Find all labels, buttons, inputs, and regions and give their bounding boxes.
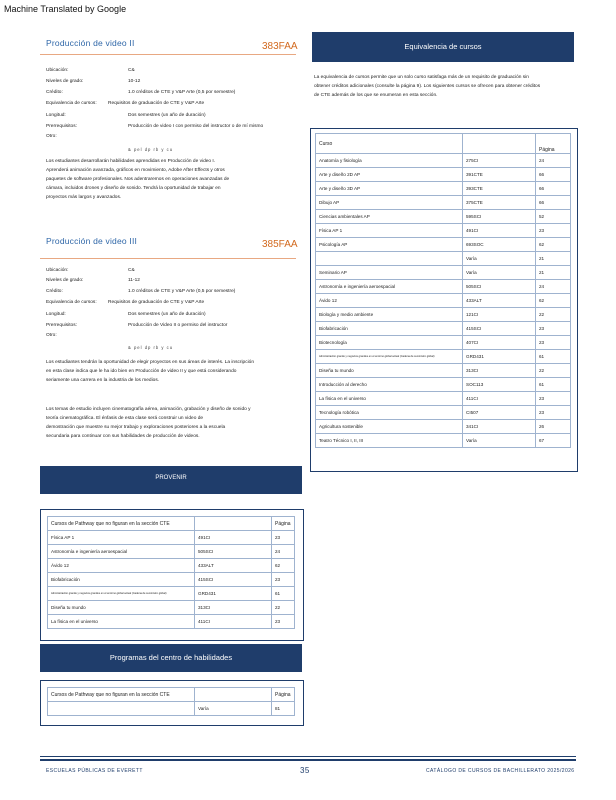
table-row [316, 420, 571, 434]
footer-rule-thin [40, 756, 576, 757]
description-line: obtener créditos adicionales (consulte la página 9). Los siguientes cursos se ofrecen para obtener créditos [314, 84, 541, 89]
detail-key: Prerrequisitos: [46, 124, 77, 129]
course-cell: Física AP 1 [316, 224, 463, 238]
code-cell: 693SOC [463, 238, 536, 252]
code-cell: Varía [463, 266, 536, 280]
course-cell: Ciencias ambientales AP [316, 210, 463, 224]
code-cell: GRD431 [463, 350, 536, 364]
table-row [316, 168, 571, 182]
description-line: de CTE además de los que se enumeran en esta sección. [314, 93, 438, 98]
detail-row [46, 289, 296, 297]
code-cell: Varía [463, 252, 536, 266]
description-line: seriamente una carrera en la industria de los medios. [46, 378, 160, 383]
detail-row [46, 134, 296, 142]
page-cell: 26 [536, 420, 571, 434]
code-cell: 433ALT [463, 294, 536, 308]
course-cell [48, 702, 195, 716]
course-icons-row: & pel dp rb y cu [128, 147, 174, 152]
pathway-table-2 [47, 687, 295, 716]
description-line: teoría cinematográfica. El énfasis de esta clase será construir un video de [46, 416, 204, 421]
course-cell: La física en el universo [316, 392, 463, 406]
detail-key: Crédito: [46, 90, 63, 95]
detail-row [46, 300, 296, 308]
pathway-table-1 [47, 516, 295, 629]
column-header-course: Cursos de Pathway que no figuran en la sección CTE [48, 688, 195, 702]
equivalencia-title: Equivalencia de cursos [404, 42, 482, 51]
detail-value: 1.0 créditos de CTE y V&P Arte (0,5 por semestre) [128, 90, 236, 95]
detail-row [46, 312, 296, 320]
course-cell: Administración grande y negocios grandes en el entorno global actual (Cadena de suministro global) [48, 587, 195, 601]
table-row [316, 392, 571, 406]
page-cell: 62 [272, 559, 295, 573]
title-divider [40, 54, 296, 55]
page-cell: 22 [536, 308, 571, 322]
page-cell: 23 [272, 531, 295, 545]
course-cell: Astronomía e ingeniería aeroespacial [48, 545, 195, 559]
code-cell: GRD431 [195, 587, 272, 601]
course2-description-2 [46, 405, 302, 441]
page-cell: 52 [536, 210, 571, 224]
code-cell: 415SCI [463, 322, 536, 336]
course-cell: Física AP 1 [48, 531, 195, 545]
detail-value: 11-12 [128, 278, 140, 283]
course-cell: Tecnología robótica [316, 406, 463, 420]
programas-banner [40, 644, 302, 672]
code-cell: 407CI [463, 336, 536, 350]
detail-row [46, 90, 296, 98]
course-cell: Ávido 12 [316, 294, 463, 308]
table-row [48, 559, 295, 573]
code-cell: 341CI [463, 420, 536, 434]
page-cell: 81 [272, 702, 295, 716]
course2-description-1 [46, 358, 302, 385]
equivalencia-table-box [310, 128, 578, 472]
table-header-row [48, 517, 295, 531]
detail-value: Requisitos de graduación de CTE y V&P Arte [108, 101, 205, 106]
code-cell: 411CI [463, 392, 536, 406]
detail-row [46, 101, 296, 109]
detail-key: Longitud: [46, 312, 66, 317]
description-line: paquetes de software profesionales. Nos adentraremos en operaciones avanzadas de [46, 177, 230, 182]
page-cell: 61 [536, 350, 571, 364]
course-cell: Anatomía y fisiología [316, 154, 463, 168]
description-line: secundaria para continuar con sus habilidades de producción de videos. [46, 434, 200, 439]
detail-value: Dos semestres (un año de duración) [128, 312, 206, 317]
page-cell: 62 [536, 238, 571, 252]
course-cell: Psicología AP [316, 238, 463, 252]
code-cell: 433ALT [195, 559, 272, 573]
page-cell: 24 [272, 545, 295, 559]
code-cell: 375CTE [463, 196, 536, 210]
code-cell: 595SCI [463, 210, 536, 224]
table-row [316, 210, 571, 224]
course1-description [46, 157, 298, 202]
page-cell: 23 [536, 322, 571, 336]
page-cell: 21 [536, 266, 571, 280]
detail-key: Ubicación: [46, 268, 69, 273]
course-cell: Arte y diseño 2D AP [316, 168, 463, 182]
course-title-video-3: Producción de video III [46, 236, 138, 246]
column-header-course: Curso [316, 134, 463, 154]
table-row [316, 308, 571, 322]
detail-row [46, 278, 296, 286]
description-line: Aprenderá animación avanzada, gráficos en movimiento, Adobe After Effects y otros [46, 168, 225, 173]
table-row [316, 238, 571, 252]
code-cell: 393CTE [463, 182, 536, 196]
page-cell: 21 [536, 252, 571, 266]
course-cell: Teatro Técnico I, II, III [316, 434, 463, 448]
page-number: 35 [300, 766, 310, 775]
table-row [316, 266, 571, 280]
table-row [316, 252, 571, 266]
description-line: Los temas de estudio incluyen cinematografía aérea, animación, grabación y diseño de sonido y [46, 407, 251, 412]
code-cell: 415SCI [195, 573, 272, 587]
code-cell: 505SCI [463, 280, 536, 294]
column-header-code [195, 688, 272, 702]
pathway-table-1-box [40, 509, 304, 641]
description-line: Los estudiantes tendrán la oportunidad de elegir proyectos en sus áreas de interés. La inscripción [46, 360, 254, 365]
column-header-code [463, 134, 536, 154]
course-cell: Introducción al derecho [316, 378, 463, 392]
equivalencia-description [314, 73, 576, 100]
page-cell: 67 [536, 434, 571, 448]
table-row [48, 531, 295, 545]
course-cell: Diseña tu mundo [48, 601, 195, 615]
code-cell: 391CTE [463, 168, 536, 182]
page-cell: 24 [536, 154, 571, 168]
page-cell: 22 [536, 364, 571, 378]
course-cell: Biofabricación [316, 322, 463, 336]
description-line: en esta clase indica que le ha ido bien en Producción de video II y que está considerando [46, 369, 237, 374]
table-row [316, 322, 571, 336]
table-row [316, 350, 571, 364]
code-cell: CI507 [463, 406, 536, 420]
description-line: Los estudiantes desarrollarán habilidades aprendidas en Producción de video I. [46, 159, 216, 164]
course-cell: Seminario AP [316, 266, 463, 280]
detail-row [46, 113, 296, 121]
detail-key: Niveles de grado: [46, 79, 84, 84]
table-row [316, 280, 571, 294]
machine-translation-banner: Machine Translated by Google [4, 4, 127, 14]
column-header-course: Cursos de Pathway que no figuran en la sección CTE [48, 517, 195, 531]
detail-key: Ubicación: [46, 68, 69, 73]
code-cell: 411CI [195, 615, 272, 629]
detail-value: C& [128, 268, 135, 273]
table-row [316, 182, 571, 196]
provenir-title: PROVENIR [155, 475, 187, 481]
column-header-page: Página [272, 688, 295, 702]
page-cell: 66 [536, 168, 571, 182]
detail-row [46, 333, 296, 341]
course-cell: Biología y medio ambiente [316, 308, 463, 322]
course-cell: Astronomía e ingeniería aeroespacial [316, 280, 463, 294]
detail-row [46, 268, 296, 276]
code-cell: 491CI [195, 531, 272, 545]
detail-value: C& [128, 68, 135, 73]
detail-key: Prerrequisitos: [46, 323, 77, 328]
column-header-page: Página [536, 134, 571, 154]
detail-key: Equivalencia de cursos: [46, 300, 97, 305]
table-header-row [48, 688, 295, 702]
equivalencia-banner [312, 32, 574, 62]
footer-rule-thick [40, 759, 576, 761]
page-cell: 61 [536, 378, 571, 392]
detail-key: Otro: [46, 333, 57, 338]
detail-row [46, 124, 296, 132]
course-cell: Ávido 12 [48, 559, 195, 573]
table-row [316, 364, 571, 378]
page-cell: 23 [536, 406, 571, 420]
footer-school-name: ESCUELAS PÚBLICAS DE EVERETT [46, 768, 143, 774]
page-cell: 23 [272, 573, 295, 587]
page-cell: 23 [536, 392, 571, 406]
equivalencia-table [315, 133, 571, 448]
detail-row [46, 323, 296, 331]
code-cell: 275CI [463, 154, 536, 168]
table-row [316, 434, 571, 448]
table-row [48, 587, 295, 601]
column-header-code [195, 517, 272, 531]
course-cell: Administración grande y negocios grandes en el entorno global actual (Cadena de suministro global) [316, 350, 463, 364]
page-cell: 61 [272, 587, 295, 601]
detail-key: Longitud: [46, 113, 66, 118]
detail-value: Requisitos de graduación de CTE y V&P Arte [108, 300, 205, 305]
title-divider [40, 258, 296, 259]
course-cell: Agricultura sostenible [316, 420, 463, 434]
course2-details [46, 268, 296, 348]
table-row [316, 294, 571, 308]
page-cell: 23 [536, 224, 571, 238]
code-cell: 121CI [463, 308, 536, 322]
course-cell: La física en el universo [48, 615, 195, 629]
detail-value: Producción de Video II o permiso del instructor [128, 323, 228, 328]
description-line: proyectos más largos y avanzados. [46, 195, 122, 200]
detail-value: 10-12 [128, 79, 141, 84]
column-header-page: Página [272, 517, 295, 531]
table-row [316, 378, 571, 392]
detail-value: Producción de video I con permiso del instructor o de mí mismo [128, 124, 264, 129]
description-line: demostración que muestre su mejor trabajo y exploraciones posteriores a la escuela [46, 425, 226, 430]
course-icons-row: & pel dp rb y cu [128, 345, 174, 350]
course-code-383faa: 383FAA [262, 41, 298, 52]
page-cell: 22 [272, 601, 295, 615]
detail-row [46, 68, 296, 76]
code-cell: 313CI [463, 364, 536, 378]
table-row [48, 601, 295, 615]
detail-key: Niveles de grado: [46, 278, 84, 283]
page-cell: 23 [536, 336, 571, 350]
description-line: cámara, incluidos drones y diseño de sonido. Tendrá la oportunidad de trabajar en [46, 186, 221, 191]
page-cell: 24 [536, 280, 571, 294]
table-row [316, 336, 571, 350]
course-cell: Dibujo AP [316, 196, 463, 210]
table-row [48, 615, 295, 629]
page-cell: 66 [536, 196, 571, 210]
course-cell: Biotecnología [316, 336, 463, 350]
detail-value: Dos semestres (un año de duración) [128, 113, 206, 118]
table-row [48, 545, 295, 559]
provenir-banner [40, 466, 302, 494]
course-title-video-2: Producción de video II [46, 38, 135, 48]
programas-title: Programas del centro de habilidades [109, 653, 233, 662]
code-cell: Varía [195, 702, 272, 716]
footer-catalog-title: CATÁLOGO DE CURSOS DE BACHILLERATO 2025/2026 [426, 768, 575, 774]
pathway-table-2-box [40, 680, 304, 726]
table-row [48, 702, 295, 716]
course-cell: Diseña tu mundo [316, 364, 463, 378]
course1-details [46, 68, 296, 148]
table-row [316, 224, 571, 238]
page-cell: 66 [536, 182, 571, 196]
table-row [316, 406, 571, 420]
code-cell: 491CI [463, 224, 536, 238]
page-cell: 62 [536, 294, 571, 308]
table-row [316, 154, 571, 168]
table-header-row [316, 134, 571, 154]
code-cell: SOC113 [463, 378, 536, 392]
course-cell: Biofabricación [48, 573, 195, 587]
code-cell: 313CI [195, 601, 272, 615]
detail-key: Crédito: [46, 289, 63, 294]
detail-key: Equivalencia de cursos: [46, 101, 97, 106]
detail-row [46, 79, 296, 87]
table-row [48, 573, 295, 587]
detail-value: 1.0 créditos de CTE y V&P Arte (0,5 por semestre) [128, 289, 236, 294]
description-line: La equivalencia de cursos permite que un solo curso satisfaga más de un requisito de graduación sin [314, 75, 529, 80]
code-cell: Varía [463, 434, 536, 448]
code-cell: 505SCI [195, 545, 272, 559]
detail-key: Otro: [46, 134, 57, 139]
course-cell [316, 252, 463, 266]
course-code-385faa: 385FAA [262, 239, 298, 250]
table-row [316, 196, 571, 210]
course-cell: Arte y diseño 3D AP [316, 182, 463, 196]
page-cell: 23 [272, 615, 295, 629]
